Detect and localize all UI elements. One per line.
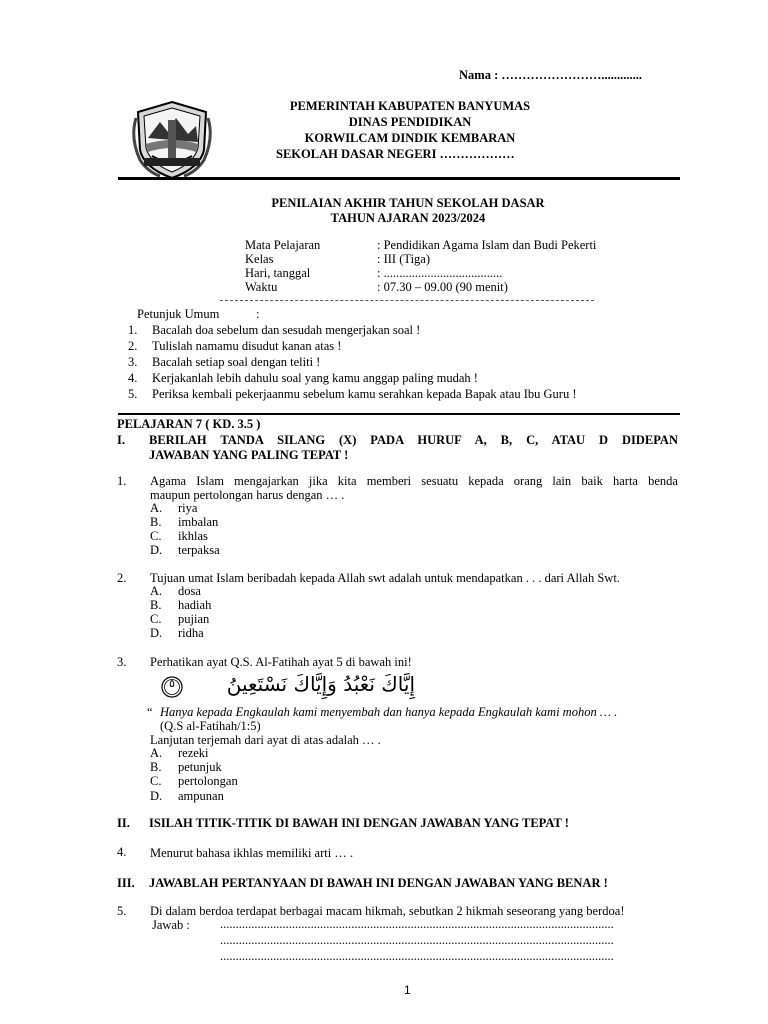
instruction-number: 1. [128,323,138,337]
question-1-text-line2: maupun pertolongan harus dengan … . [150,488,345,502]
option-letter[interactable]: D. [150,789,163,803]
question-5-number: 5. [117,904,127,918]
question-3-number: 3. [117,655,127,669]
option-text: pertolongan [178,774,238,788]
translation-open-quote: “ [147,705,153,719]
instruction-number: 4. [128,371,138,385]
option-text: riya [178,501,198,515]
section-2-number: II. [117,816,130,830]
option-text: ampunan [178,789,224,803]
option-letter[interactable]: D. [150,626,163,640]
instruction-number: 5. [128,387,138,401]
option-text: petunjuk [178,760,222,774]
answer-line[interactable]: .............................................................................................................................. [220,949,614,963]
verse-translation: Hanya kepada Engkaulah kami menyembah dan hanya kepada Engkaulah kami mohon … . [160,705,618,719]
instructions-heading: Petunjuk Umum [137,307,220,321]
page-number: 1 [404,983,411,997]
instruction-text: Periksa kembali pekerjaanmu sebelum kamu serahkan kepada Bapak atau Ibu Guru ! [152,387,577,401]
info-value-class: : III (Tiga) [377,252,431,266]
ayah-number: ٥ [169,677,175,690]
section-divider [118,413,680,415]
option-letter[interactable]: A. [150,584,163,598]
info-value-time: : 07.30 – 09.00 (90 menit) [377,280,508,294]
option-text: ridha [178,626,204,640]
instruction-text: Kerjakanlah lebih dahulu soal yang kamu anggap paling mudah ! [152,371,478,385]
header-line-government: PEMERINTAH KABUPATEN BANYUMAS [289,99,531,113]
question-1-number: 1. [117,474,127,488]
section-2-instruction: ISILAH TITIK-TITIK DI BAWAH INI DENGAN JAWABAN YANG TEPAT ! [149,816,569,830]
instruction-text: Bacalah doa sebelum dan sesudah mengerjakan soal ! [152,323,421,337]
lesson-heading: PELAJARAN 7 ( KD. 3.5 ) [117,417,261,431]
question-1-text-line1: Agama Islam mengajarkan jika kita memberi sesuatu kepada orang lain baik harta benda [150,474,678,488]
option-text: hadiah [178,598,212,612]
option-text: dosa [178,584,201,598]
question-3-prompt: Lanjutan terjemah dari ayat di atas adalah … . [150,733,381,747]
section-1-instruction-line2: JAWABAN YANG PALING TEPAT ! [149,448,349,462]
info-label-class: Kelas [245,252,274,266]
question-5-text: Di dalam berdoa terdapat berbagai macam hikmah, sebutkan 2 hikmah seseorang yang berdoa! [150,904,625,918]
instruction-text: Bacalah setiap soal dengan teliti ! [152,355,321,369]
info-label-date: Hari, tanggal [245,266,311,280]
section-3-number: III. [117,876,135,890]
option-text: rezeki [178,746,209,760]
info-dashed-divider [220,300,594,301]
info-value-date: : ...................................... [377,266,503,280]
instruction-number: 2. [128,339,138,353]
question-2-text: Tujuan umat Islam beribadah kepada Allah swt adalah untuk mendapatkan . . . dari Allah Swt. [150,571,620,585]
name-field-label: Nama : ……………………............. [459,68,642,82]
option-text: ikhlas [178,529,208,543]
info-value-subject: : Pendidikan Agama Islam dan Budi Pekerti [377,238,597,252]
banyumas-logo [130,98,214,180]
answer-line[interactable]: .............................................................................................................................. [220,933,614,947]
option-letter[interactable]: D. [150,543,163,557]
option-letter[interactable]: B. [150,515,162,529]
option-letter[interactable]: A. [150,746,163,760]
section-1-number: I. [117,433,125,447]
question-3-text: Perhatikan ayat Q.S. Al-Fatihah ayat 5 di bawah ini! [150,655,412,669]
exam-year: TAHUN AJARAN 2023/2024 [330,211,486,225]
instruction-number: 3. [128,355,138,369]
exam-title: PENILAIAN AKHIR TAHUN SEKOLAH DASAR [271,196,545,210]
header-line-school: SEKOLAH DASAR NEGERI ……………… [276,147,515,161]
instruction-text: Tulislah namamu disudut kanan atas ! [152,339,342,353]
question-4-number: 4. [117,845,127,859]
section-1-instruction-line1: BERILAH TANDA SILANG (X) PADA HURUF A, B, C, ATAU D DIDEPAN [149,433,678,447]
option-letter[interactable]: B. [150,760,162,774]
question-2-number: 2. [117,571,127,585]
info-label-subject: Mata Pelajaran [245,238,321,252]
instructions-colon: : [256,307,260,321]
option-text: pujian [178,612,210,626]
quran-verse-arabic: إِيَّاكَ نَعْبُدُ وَإِيَّاكَ نَسْتَعِينُ [226,672,415,696]
option-letter[interactable]: C. [150,774,162,788]
option-letter[interactable]: C. [150,529,162,543]
option-text: terpaksa [178,543,220,557]
header-line-department: DINAS PENDIDIKAN [348,115,472,129]
header-divider [118,177,680,180]
answer-label: Jawab : [152,918,190,932]
info-label-time: Waktu [245,280,278,294]
verse-source: (Q.S al-Fatihah/1:5) [160,719,261,733]
header-line-korwilcam: KORWILCAM DINDIK KEMBARAN [304,131,516,145]
option-text: imbalan [178,515,219,529]
answer-line[interactable]: .............................................................................................................................. [220,917,614,931]
question-4-text: Menurut bahasa ikhlas memiliki arti … . [150,846,354,860]
section-3-instruction: JAWABLAH PERTANYAAN DI BAWAH INI DENGAN JAWABAN YANG BENAR ! [149,876,608,890]
option-letter[interactable]: C. [150,612,162,626]
option-letter[interactable]: A. [150,501,163,515]
option-letter[interactable]: B. [150,598,162,612]
